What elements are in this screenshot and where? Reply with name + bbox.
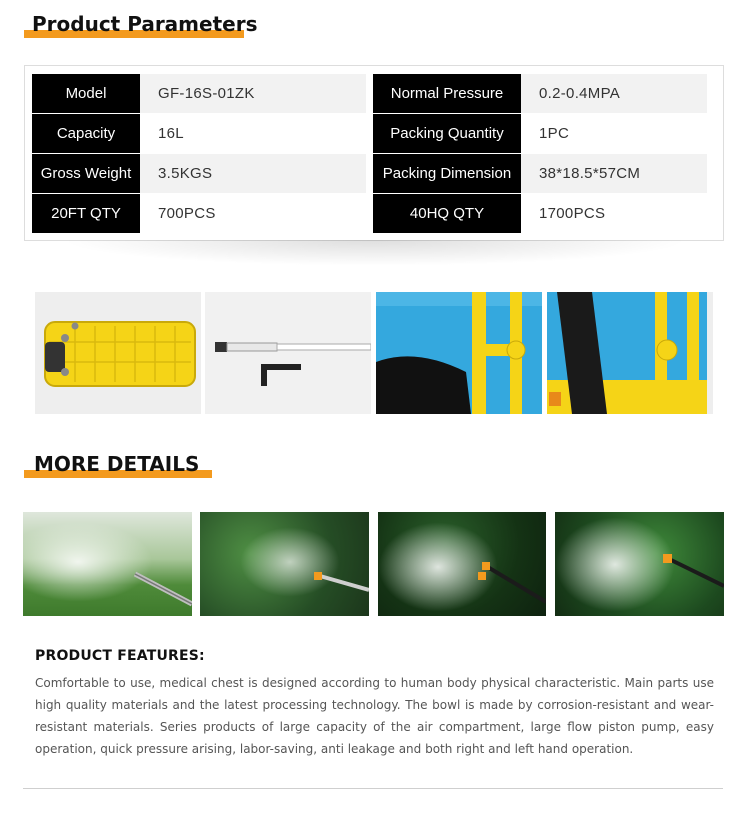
bottom-divider: [23, 788, 723, 789]
param-value: 0.2-0.4MPA: [521, 74, 707, 113]
param-row-40hq-qty: [373, 194, 707, 233]
features-title: PRODUCT FEATURES:: [35, 648, 205, 664]
parameters-column-right: [373, 74, 707, 234]
param-row-packing-quantity: [373, 114, 707, 153]
product-photo-tank-strap: [376, 292, 542, 414]
product-photo-tank-frame: [547, 292, 713, 414]
product-parameters-heading: [24, 10, 257, 38]
product-photo-base: [35, 292, 201, 414]
param-label: Gross Weight: [32, 154, 140, 193]
param-value: GF-16S-01ZK: [140, 74, 366, 113]
spray-nozzle-icon: [555, 512, 724, 616]
spray-lance-illustration: [205, 292, 371, 414]
product-photo-lance: [205, 292, 371, 414]
spray-nozzle-icon: [378, 512, 546, 616]
param-label: Capacity: [32, 114, 140, 153]
param-row-gross-weight: [32, 154, 366, 193]
sprayer-base-illustration: [35, 292, 201, 414]
more-details-heading: [24, 450, 199, 478]
heading-text: Product Parameters: [32, 12, 258, 36]
tank-strap-illustration: [376, 292, 542, 414]
param-value: 700PCS: [140, 194, 366, 233]
table-shadow: [60, 240, 690, 266]
spray-nozzle-icon: [200, 512, 369, 616]
param-value: 1700PCS: [521, 194, 707, 233]
param-row-packing-dimension: [373, 154, 707, 193]
param-value: 16L: [140, 114, 366, 153]
features-description: Comfortable to use, medical chest is designed according to human body physical characteristic. Main parts use high quality materials and the latest processing technology. The bowl is made by corrosion-resistant and wear-resistant materials. Series products of large capacity of the air compartment, large flow piston pump, easy operation, quick pressure arising, labor-saving, anti leakage and both right and left hand operation.: [35, 676, 714, 756]
param-label: Packing Quantity: [373, 114, 521, 153]
spray-nozzle-icon: [23, 512, 192, 616]
heading-text: MORE DETAILS: [34, 452, 200, 476]
param-label: 20FT QTY: [32, 194, 140, 233]
param-value: 1PC: [521, 114, 707, 153]
param-value: 3.5KGS: [140, 154, 366, 193]
spray-photo-nozzle-green: [555, 512, 724, 616]
param-label: 40HQ QTY: [373, 194, 521, 233]
param-label: Model: [32, 74, 140, 113]
parameters-table: [24, 65, 724, 241]
param-row-normal-pressure: [373, 74, 707, 113]
spray-photo-leaves: [200, 512, 369, 616]
spray-photo-grass: [23, 512, 192, 616]
spray-photo-nozzle-dark: [378, 512, 546, 616]
param-row-20ft-qty: [32, 194, 366, 233]
param-label: Packing Dimension: [373, 154, 521, 193]
tank-frame-illustration: [547, 292, 713, 414]
parameters-column-left: [32, 74, 366, 234]
param-value: 38*18.5*57CM: [521, 154, 707, 193]
param-row-model: [32, 74, 366, 113]
param-row-capacity: [32, 114, 366, 153]
param-label: Normal Pressure: [373, 74, 521, 113]
